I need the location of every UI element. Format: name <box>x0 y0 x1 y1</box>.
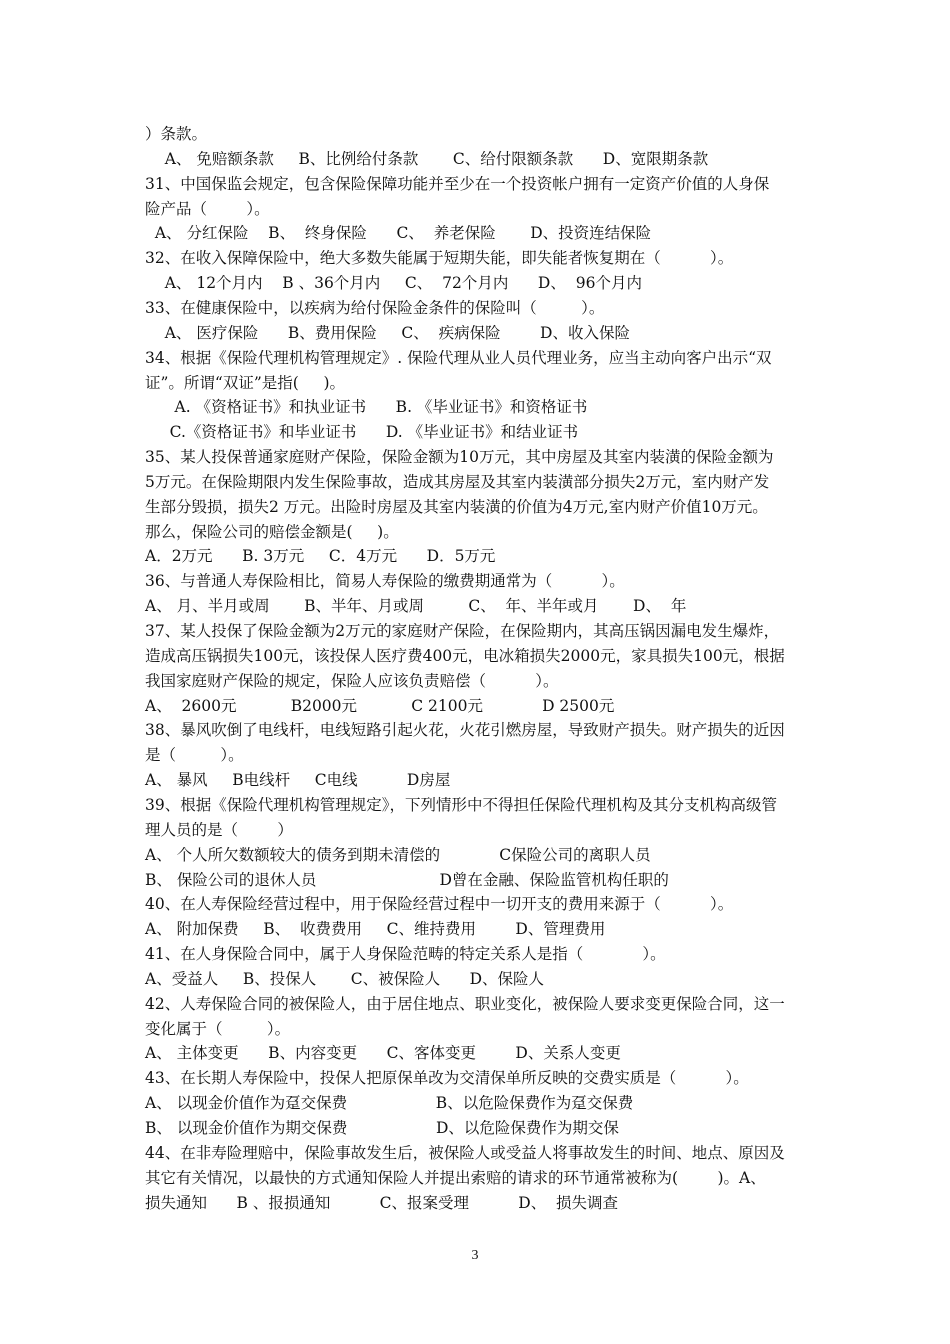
text-line: A、 个人所欠数额较大的债务到期未清偿的 C保险公司的离职人员 <box>145 845 651 864</box>
text-line: 37、某人投保了保险金额为2万元的家庭财产保险，在保险期内，其高压锅因漏电发生爆炸， <box>145 622 780 640</box>
text-line: 44、在非寿险理赔中，保险事故发生后，被保险人或受益人将事故发生的时间、地点、原因及 <box>145 1143 785 1162</box>
text-line: 43、在长期人寿保险中，投保人把原保单改为交清保单所反映的交费实质是（ ）。 <box>145 1069 749 1088</box>
text-line: 31、中国保监会规定，包含保险保障功能并至少在一个投资帐户拥有一定资产价值的人身保 <box>145 174 770 193</box>
text-line: 34、根据《保险代理机构管理规定》. 保险代理从业人员代理业务，应当主动向客户出示“双 <box>145 348 772 367</box>
text-line: 41、在人身保险合同中，属于人身保险范畴的特定关系人是指（ ）。 <box>145 945 666 964</box>
text-line: 32、在收入保障保险中，绝大多数失能属于短期失能，即失能者恢复期在（ ）。 <box>145 249 734 268</box>
text-line: A、 医疗保险 B、费用保险 C、 疾病保险 D、收入保险 <box>145 323 630 342</box>
text-line: B、 保险公司的退休人员 D曾在金融、保险监管机构任职的 <box>145 870 669 889</box>
text-line: 35、某人投保普通家庭财产保险，保险金额为10万元，其中房屋及其室内装潢的保险金额为 <box>145 448 774 467</box>
text-line: 证”。所谓“双证”是指( )。 <box>145 373 346 392</box>
text-line: A、 暴风 B电线杆 C电线 D房屋 <box>145 771 451 790</box>
text-line: 33、在健康保险中，以疾病为给付保险金条件的保险叫（ ）。 <box>145 298 605 317</box>
text-line: 那么，保险公司的赔偿金额是( )。 <box>145 522 399 541</box>
text-line: 39、根据《保险代理机构管理规定》，下列情形中不得担任保险代理机构及其分支机构高级管 <box>145 795 777 814</box>
text-line: A、 分红保险 B、 终身保险 C、 养老保险 D、投资连结保险 <box>145 224 652 243</box>
text-line: A、 月、半月或周 B、半年、月或周 C、 年、半年或月 D、 年 <box>145 597 687 616</box>
text-line: B、 以现金价值作为期交保费 D、以危险保费作为期交保 <box>145 1119 619 1137</box>
text-line: 38、暴风吹倒了电线杆，电线短路引起火花，火花引燃房屋，导致财产损失。财产损失的近因 <box>145 721 785 740</box>
text-line: A、 主体变更 B、内容变更 C、客体变更 D、关系人变更 <box>145 1044 621 1063</box>
text-line: 5万元。在保险期限内发生保险事故，造成其房屋及其室内装潢部分损失2万元，室内财产发 <box>145 472 770 491</box>
text-line: A、 附加保费 B、 收费费用 C、维持费用 D、管理费用 <box>145 920 606 939</box>
text-line: A、 以现金价值作为趸交保费 B、以危险保费作为趸交保费 <box>145 1094 634 1113</box>
page-number: 3 <box>471 1248 479 1263</box>
text-line: 我国家庭财产保险的规定，保险人应该负责赔偿（ ）。 <box>145 671 559 690</box>
text-line: 险产品（ ）。 <box>145 199 270 218</box>
text-line: 理人员的是（ ） <box>145 820 293 839</box>
text-line: 造成高压锅损失100元，该投保人医疗费400元，电冰箱损失2000元，家具损失100元，根据 <box>145 646 785 665</box>
text-line: 变化属于（ ）。 <box>145 1019 291 1038</box>
text-line: A、 2600元 B2000元 C 2100元 D 2500元 <box>145 696 615 715</box>
text-line: C.《资格证书》和毕业证书 D. 《毕业证书》和结业证书 <box>145 423 579 442</box>
text-line: 生部分毁损，损失2 万元。出险时房屋及其室内装潢的价值为4万元,室内财产价值10万元。 <box>145 497 768 516</box>
text-line: 40、在人寿保险经营过程中，用于保险经营过程中一切开支的费用来源于（ ）。 <box>145 895 734 914</box>
text-line: 是（ ）。 <box>145 746 244 765</box>
text-line: 损失通知 B 、报损通知 C、报案受理 D、 损失调查 <box>145 1193 619 1212</box>
text-line: 36、与普通人寿保险相比，简易人寿保险的缴费期通常为（ ）。 <box>145 572 625 591</box>
text-line: A、 12个月内 B 、36个月内 C、 72个月内 D、 96个月内 <box>145 274 642 293</box>
text-line: A、受益人 B、投保人 C、被保险人 D、保险人 <box>145 969 545 988</box>
text-line: ）条款。 <box>145 125 208 143</box>
text-line: 42、人寿保险合同的被保险人，由于居住地点、职业变化，被保险人要求变更保险合同，这一 <box>145 994 785 1013</box>
text-line: A、 免赔额条款 B、比例给付条款 C、给付限额条款 D、宽限期条款 <box>145 149 709 168</box>
text-line: A. 《资格证书》和执业证书 B. 《毕业证书》和资格证书 <box>145 398 588 417</box>
text-line: 其它有关情况，以最快的方式通知保险人并提出索赔的请求的环节通常被称为( )。A、 <box>145 1168 766 1187</box>
text-line: A．2万元 B. 3万元 C．4万元 D．5万元 <box>145 547 496 566</box>
